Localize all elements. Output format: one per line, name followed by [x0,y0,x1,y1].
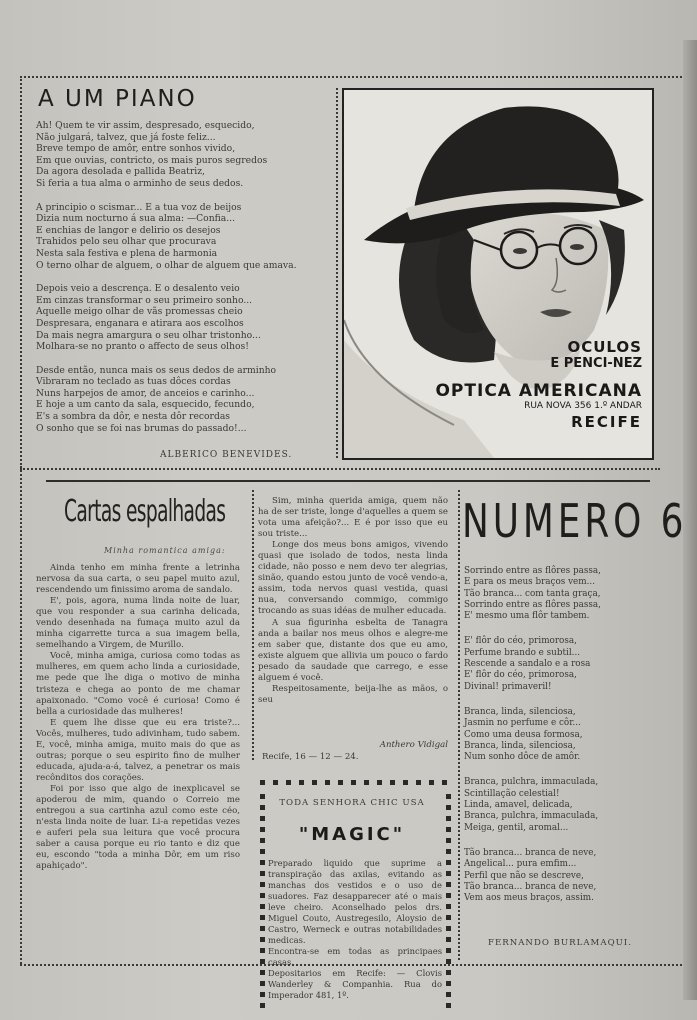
border-ornament [446,893,451,898]
left-dotted-border [20,76,22,468]
verse-line: Depois veio a descrença. E o desalento veio [36,283,240,295]
border-ornament [377,780,382,785]
verse-line: Ah! Quem te vir assim, despresado, esquecido, [36,120,255,131]
border-ornament [446,827,451,832]
border-ornament [260,780,265,785]
verse-line: Molhara-se no pranto o affecto de seus olhos! [36,341,249,353]
border-ornament [446,849,451,854]
article-column-2 [258,496,448,706]
poem2-title: NUMERO 6 [462,494,688,548]
border-ornament [260,882,265,887]
paragraph: Foi por isso que algo de inexplicavel se apoderou de mim, quando o Correio me entregou a sua cartinha azul como este céo, n'esta linda noite de luar. Li-a repetidas vezes e auferi pela sua leitura que você procura saber a causa porque eu rio tanto e diz que eu, escondo "toda a minha Dôr, em um riso apahiçado". [36,783,240,872]
paragraph: Encontra-se em todas as principaes casas. [268,946,442,967]
paragraph: Depositarios em Recife: — Clovis Wanderley & Companhia. Rua do Imperador 481, 1º. [268,968,442,1000]
paragraph: Sim, minha querida amiga, quem não ha de ser triste, longe d'aquelles a quem se vota uma afeição?... E é por isso que eu sou triste... [258,496,448,540]
verse-line: Branca, linda, silenciosa, [464,706,576,717]
verse-line: O sonho que se foi nas brumas do passado!... [36,422,247,434]
verse-line: Branca, linda, silenciosa, [464,740,576,751]
verse-line: Breve tempo de amôr, entre sonhos vivido, [36,143,236,155]
magic-brand-name: "MAGIC" [298,824,406,845]
paragraph: Respeitosamente, beija-lhe as mãos, o seu [258,683,448,705]
verse-line: Despresara, enganara e atirara aos escolhos [36,317,244,329]
verse-line: Desde então, nunca mais os seus dedos de arminho [36,364,277,376]
border-ornament [260,959,265,964]
section-rule [46,480,650,482]
verse-line: Sorrindo entre as flôres passa, [464,566,601,576]
verse-line: Si feria a tua alma o arminho de seus dedos. [36,177,244,189]
verse-line: Meiga, gentil, aromal... [464,822,569,833]
verse-line: O terno olhar de alguem, o olhar de alguem que amava. [36,259,297,271]
verse-line: Branca, pulchra, immaculada, [464,777,599,788]
border-ornament [446,959,451,964]
paragraph: Longe dos meus bons amigos, vivendo quasi que isolado de todos, nesta linda cidade, não posso e nem devo ter alegrias, sinão, quando estou junto de você vendo-a, assim, toda nervos quasi vestida, quasi nua, conversando commigo, commigo trocando as suas idéas de mulher educada. [258,540,448,617]
border-ornament [446,882,451,887]
stanza [464,636,660,692]
border-ornament [260,838,265,843]
ad-city: RECIFE [571,413,642,431]
stanza [36,365,328,435]
verse-line: Tão branca... com tanta graça, [464,588,601,599]
border-ornament [260,970,265,975]
border-ornament [446,838,451,843]
magic-heading: TODA SENHORA CHIC USA [279,798,425,808]
border-ornament [260,981,265,986]
verse-line: Em que ouvias, contricto, os mais puros segredos [36,154,268,166]
border-ornament [286,780,291,785]
border-ornament [446,805,451,810]
border-ornament [390,780,395,785]
border-ornament [260,948,265,953]
column-divider-2 [458,490,460,960]
border-ornament [446,937,451,942]
paragraph: Você, minha amiga, curiosa como todas as mulheres, em quem acho linda a curiosidade, me pede que lhe diga o motivo de minha tristeza e chega ao ponto de me chamar apaixonado. "Como você é curiosa! Como é bella a curiosidade das mulheres! [36,651,240,717]
verse-line: E' flôr do céo, primorosa, [464,670,577,681]
border-ornament [260,849,265,854]
verse-line: E hoje a um canto da sala, esquecido, fecundo, [36,399,255,411]
verse-line: E's a sombra da dôr, e nesta dôr recordas [36,411,231,423]
verse-line: Da mais negra amargura o seu olhar tristonho... [36,329,261,341]
verse-line: Dizia num nocturno á sua alma: —Confia... [36,213,235,225]
border-ornament [260,926,265,931]
verse-line: Em cinzas transformar o seu primeiro sonho... [36,294,253,306]
verse-line: Tão branca... branca de neve, [464,881,597,892]
stanza [464,707,660,763]
verse-line: Num sonho dôce de amôr. [464,752,581,763]
stanza [464,566,660,622]
verse-line: Angelical... pura emfim... [464,859,577,870]
border-ornament [416,780,421,785]
ad-oculos: OCULOS [567,338,642,356]
verse-line: E para os meus braços vem... [464,577,595,588]
optica-advertisement [342,88,654,460]
verse-line: Como uma deusa formosa, [464,729,583,740]
border-ornament [351,780,356,785]
border-ornament [446,860,451,865]
poem-body [36,120,328,446]
border-ornament [260,1003,265,1008]
border-ornament [403,780,408,785]
border-ornament [260,860,265,865]
border-ornament [446,970,451,975]
paragraph: Ainda tenho em minha frente a letrinha nervosa da sua carta, o seu papel muito azul, rescendendo um finissimo aroma de sandalo. [36,563,240,596]
border-ornament [446,1003,451,1008]
verse-line: A principio o scismar... E a tua voz de beijos [36,201,242,213]
verse-line: E' flôr do céo, primorosa, [464,636,577,647]
paragraph: E quem lhe disse que eu era triste?... Vocês, mulheres, tudo adivinham, tudo sabem. E, você, minha amiga, muito mais do que as outras; porque o seu espirito fino de mulher educada, ajuda-a-á, talvez, a penetrar os mais recônditos dos corações. [36,717,240,783]
stanza [464,848,660,904]
border-ornament [446,948,451,953]
border-ornament [446,926,451,931]
border-ornament [260,827,265,832]
border-ornament [446,981,451,986]
verse-line: Divinal! primaveril! [464,681,552,692]
verse-line: Nesta sala festiva e plena de harmonia [36,247,218,259]
border-ornament [312,780,317,785]
stanza [36,202,328,272]
paragraph: E', pois, agora, numa linda noite de luar, que vou responder a sua carinha delicada, vendo desenhada na fumaça muito azul da minha cigarrette turca a sua imagem bella, semelhando a Virgem, de Murillo. [36,596,240,651]
border-ornament [260,794,265,799]
poem2-author: FERNANDO BURLAMAQUI. [488,938,632,948]
left-dotted-border-lower [20,470,22,964]
border-ornament [260,992,265,997]
ad-pencinez: E PENCI-NEZ [550,356,642,371]
poem-author: ALBERICO BENEVIDES. [160,450,293,460]
border-ornament [325,780,330,785]
border-ornament [260,915,265,920]
border-ornament [260,904,265,909]
ad-optica-americana: OPTICA AMERICANA [435,381,642,401]
article-title: Cartas espalhadas [64,494,226,529]
center-dotted-divider [336,88,338,458]
verse-line: E' mesmo uma flôr tambem. [464,611,590,622]
verse-line: Vem aos meus braços, assim. [464,893,594,904]
border-ornament [446,992,451,997]
border-ornament [429,780,434,785]
verse-line: Rescende a sandalo e a rosa [464,659,591,670]
border-ornament [260,816,265,821]
article-column-1 [36,563,240,872]
poem2-body [464,566,660,918]
stanza [36,120,328,190]
border-ornament [338,780,343,785]
verse-line: E enchias de langor e delirio os desejos [36,224,221,236]
top-dotted-border [20,76,682,78]
verse-line: Jasmin no perfume e côr... [464,718,581,729]
article-date: Recife, 16 — 12 — 24. [262,752,359,762]
border-ornament [446,915,451,920]
verse-line: Da agora desolada e pallida Beatriz, [36,166,205,178]
border-ornament [260,893,265,898]
verse-line: Aquelle meigo olhar de vãs promessas cheio [36,306,243,318]
verse-line: Branca, pulchra, immaculada, [464,811,599,822]
border-ornament [446,904,451,909]
column-divider-1 [252,490,254,760]
verse-line: Nuns harpejos de amor, de anceios e carinho... [36,387,255,399]
advertisement-text [435,338,642,431]
border-ornament [446,794,451,799]
border-ornament [260,871,265,876]
border-ornament [299,780,304,785]
border-ornament [364,780,369,785]
border-ornament [442,780,447,785]
mid-dotted-border [20,468,660,470]
border-ornament [446,816,451,821]
border-ornament [260,805,265,810]
border-ornament [446,871,451,876]
verse-line: Tão branca... branca de neve, [464,847,597,858]
verse-line: Linda, amavel, delicada, [464,800,573,811]
border-ornament [260,937,265,942]
verse-line: Perfil que não se descreve, [464,870,584,881]
paragraph: A sua figurinha esbelta de Tanagra anda a bailar nos meus olhos e alegre-me em saber que, distante dos que eu amo, existe alguem que allivia um pouco o fardo pesado da saudade que carrego, e esse alguem é você. [258,617,448,683]
stanza [36,283,328,353]
verse-line: Perfume brando e subtil... [464,647,581,658]
paragraph: Preparado liquido que suprime a transpiração das axilas, evitando as manchas dos vestidos e o uso de suadores. Faz desapparecer até o mais leve cheiro. Aconselhado pelos drs. Miguel Couto, Austregesilo, Aloysio de Castro, Werneck e outras notabilidades medicas. [268,858,442,945]
verse-line: Trahidos pelo seu olhar que procurava [36,236,217,248]
magic-ad-body [268,858,442,1001]
stanza [464,777,660,833]
poem-title: A UM PIANO [38,86,197,112]
verse-line: Vibraram no teclado as tuas dôces cordas [36,376,231,388]
ad-address: RUA NOVA 356 1.º ANDAR [524,401,642,411]
border-ornament [273,780,278,785]
verse-line: Não julgará, talvez, que já foste feliz... [36,131,216,143]
article-signature: Anthero Vidigal [379,740,448,750]
article-salutation: Minha romantica amiga: [104,546,226,555]
verse-line: Scintillação celestial! [464,788,560,799]
verse-line: Sorrindo entre as flôres passa, [464,599,601,610]
